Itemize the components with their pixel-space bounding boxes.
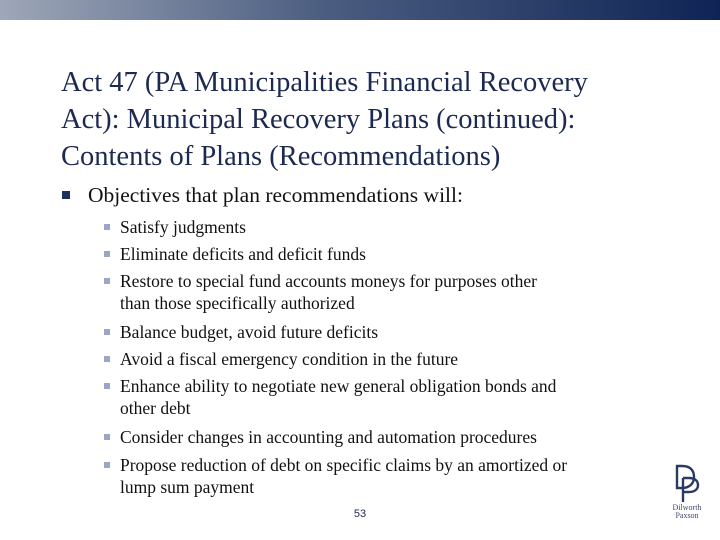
page-number: 53 bbox=[353, 508, 367, 520]
sub-bullet-text: Eliminate deficits and deficit funds bbox=[120, 244, 366, 264]
sub-bullet-text-cont: lump sum payment bbox=[120, 477, 255, 497]
sub-bullet-text: Satisfy judgments bbox=[120, 217, 246, 237]
square-bullet-icon bbox=[62, 191, 70, 199]
sub-bullet-text-cont: than those specifically authorized bbox=[120, 293, 355, 313]
sub-bullet-text: Restore to special fund accounts moneys for purposes other bbox=[120, 271, 537, 291]
small-square-bullet-icon bbox=[104, 224, 110, 230]
small-square-bullet-icon bbox=[104, 329, 110, 335]
dp-monogram-icon bbox=[674, 464, 700, 504]
main-bullet-text: Objectives that plan recommendations will: bbox=[88, 183, 463, 207]
small-square-bullet-icon bbox=[104, 356, 110, 362]
sub-bullet-text: Enhance ability to negotiate new general obligation bonds and bbox=[120, 376, 557, 396]
small-square-bullet-icon bbox=[104, 278, 110, 284]
dilworth-paxson-logo bbox=[662, 464, 712, 526]
sub-bullet-text: Balance budget, avoid future deficits bbox=[120, 322, 379, 342]
title-line-2: Act): Municipal Recovery Plans (continued): bbox=[61, 104, 576, 135]
small-square-bullet-icon bbox=[104, 434, 110, 440]
small-square-bullet-icon bbox=[104, 251, 110, 257]
title-line-1: Act 47 (PA Municipalities Financial Recovery bbox=[61, 67, 588, 98]
logo-line-1: Dilworth bbox=[672, 503, 702, 512]
small-square-bullet-icon bbox=[104, 383, 110, 389]
sub-bullet-text-cont: other debt bbox=[120, 398, 191, 418]
sub-bullet-text: Consider changes in accounting and automation procedures bbox=[120, 427, 537, 447]
sub-bullet-text: Propose reduction of debt on specific claims by an amortized or bbox=[120, 455, 568, 475]
small-square-bullet-icon bbox=[104, 462, 110, 468]
title-line-3: Contents of Plans (Recommendations) bbox=[61, 141, 501, 172]
sub-bullet-text: Avoid a fiscal emergency condition in the future bbox=[120, 349, 459, 369]
logo-line-2: Paxson bbox=[675, 511, 699, 520]
